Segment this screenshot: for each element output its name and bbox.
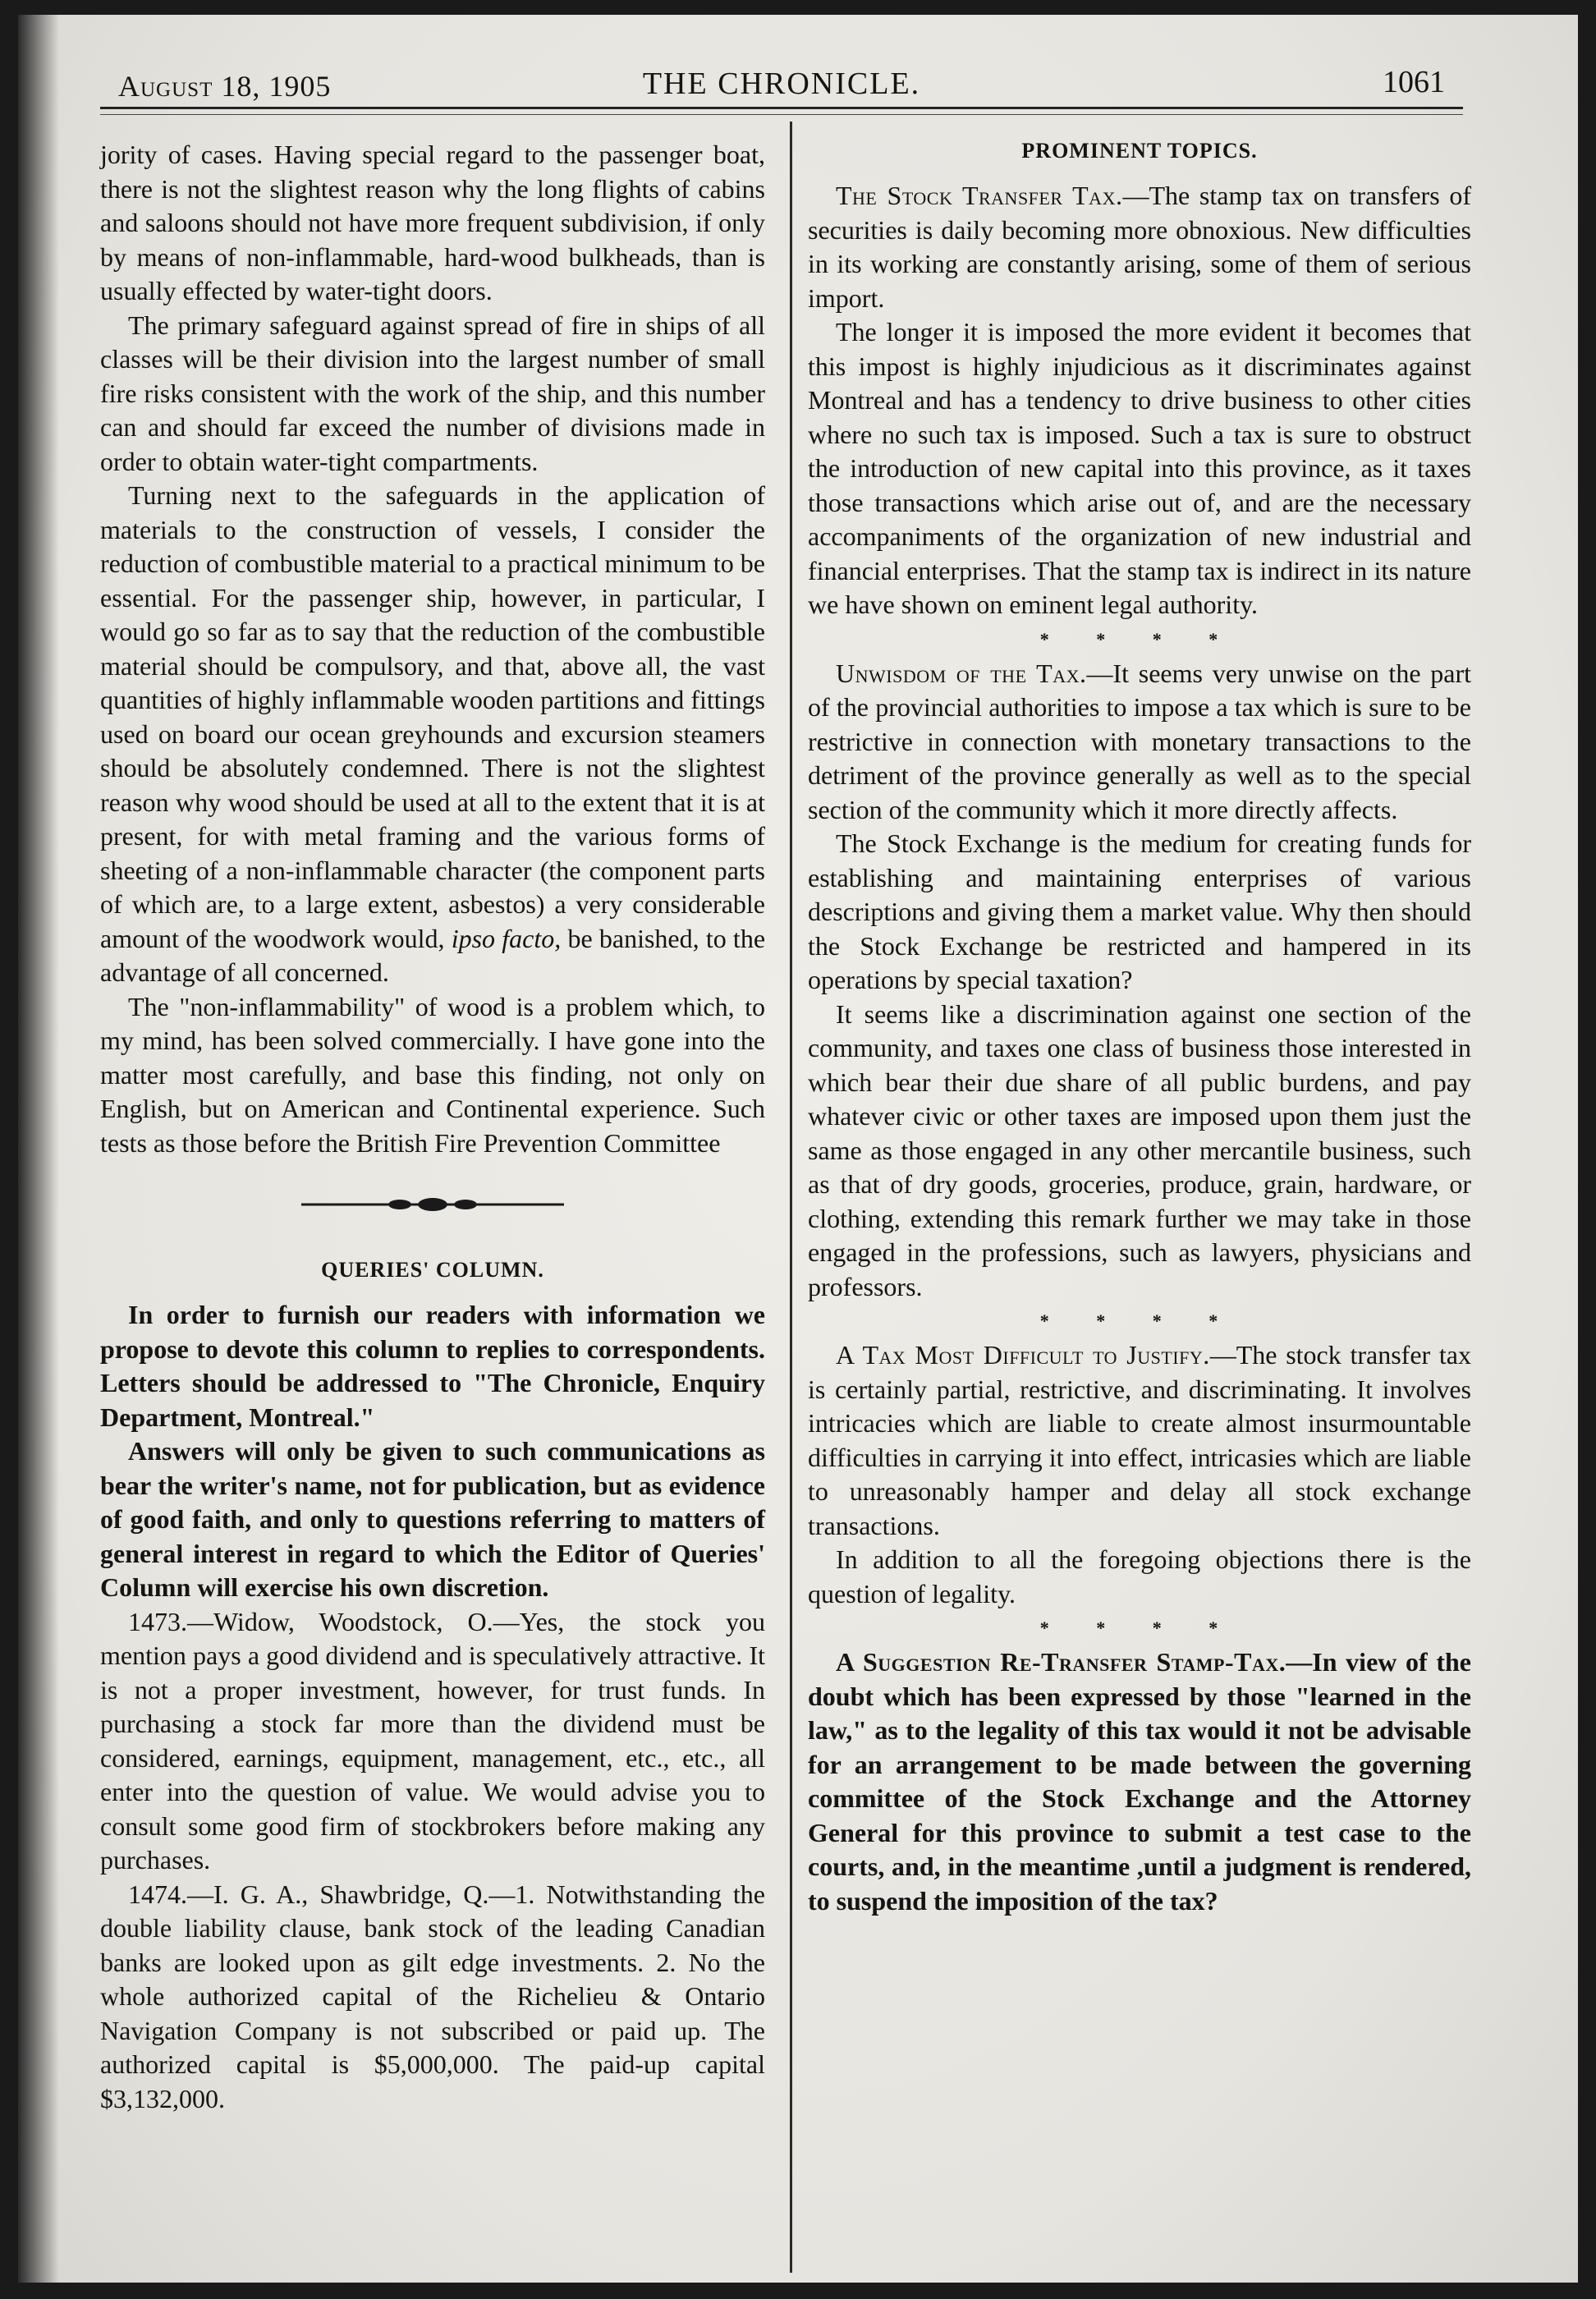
header-title: THE CHRONICLE. (642, 67, 921, 101)
header-date: August 18, 1905 (118, 70, 332, 103)
queries-intro: Answers will only be given to such communications as bear the writer's name, not for publication, but as evidence of good faith, and only to questions referring to matters of general interest in regard to which the Editor of Queries' Column will exercise his own discretion. (100, 1436, 765, 1602)
topic-heading: A Suggestion Re-Transfer Stamp-Tax. (836, 1647, 1286, 1677)
article-paragraph: It seems like a discrimination against one section of the community, and taxes one class of business those interested in which bear their due share of all public burdens, and pay whatever civic or other taxes are imposed upon them just the same as those engaged in any other mercantile business, such as that of dry goods, groceries, produce, grain, hardware, or clothing, extending this remark further we may take in those engaged in the professions, such as lawyers, physicians and professors. (808, 998, 1471, 1301)
page-header (108, 46, 1455, 103)
prominent-topics-title: PROMINENT TOPICS. (1021, 139, 1258, 163)
article-paragraph (808, 1645, 1471, 1918)
queries-column-title: QUERIES' COLUMN. (321, 1258, 544, 1282)
article-text: —In view of the doubt which has been expressed by those "learned in the law," as to the legality of this tax would it not be advisable for an arrangement to be made between the governing committee of the Stock Exchange and the Attorney General for this province to submit a test case to the courts, and, in the meantime ,until a judgment is rendered, to suspend the imposition of the tax? (808, 1647, 1471, 1916)
query-answer: 1473.—Widow, Woodstock, O.—Yes, the stock you mention pays a good dividend and is speculatively attractive. It is not a proper investment, however, for trust funds. In purchasing a stock far more than the dividend must be considered, earnings, equipment, management, etc., etc., all enter into the question of value. We would advise you to consult some good firm of stockbrokers before making any purchases. (100, 1606, 765, 1875)
left-column (100, 138, 765, 2116)
queries-intro: In order to furnish our readers with information we propose to devote this column to replies to correspondents. Letters should be addressed to "The Chronicle, Enquiry Department, Montreal." (100, 1300, 765, 1432)
article-paragraph: jority of cases. Having special regard to the passenger boat, there is not the slightest reason why the long flights of cabins and saloons should not have more frequent subdivision, if only by means of non-inflammable, hard-wood bulkheads, than is usually effected by water-tight doors. (100, 140, 765, 305)
article-text: —The stock transfer tax is certainly partial, restrictive, and discriminating. It involves intricacies which are liable to create almost insurmountable difficulties in carrying it into effect, intricasies which are liable to unreasonably hamper and delay all stock exchange transactions. (808, 1340, 1471, 1540)
article-text: Turning next to the safeguards in the application of materials to the construction of vessels, I consider the reduction of combustible material to a practical minimum to be essential. For the passenger ship, however, in particular, I would go so far as to say that the reduction of the combustible material should be compulsory, and that, above all, the vast quantities of highly inflammable wooden partitions and fittings used on board our ocean greyhounds and excursion steamers should be absolutely condemned. There is not the slightest reason why wood should be used at all to the extent that it is at present, for with metal framing and the various forms of sheeting of a non-inflammable character (the component parts of which are, to a large extent, asbestos) a very considerable amount of the woodwork would, (100, 480, 765, 953)
article-paragraph (808, 179, 1471, 315)
topic-heading: The Stock Transfer Tax. (836, 181, 1123, 210)
article-paragraph: The primary safeguard against spread of fire in ships of all classes will be their division into the largest number of small fire risks consistent with the work of the ship, and this number can and should far exceed the number of divisions made in order to obtain water-tight compartments. (100, 310, 765, 476)
article-paragraph: In addition to all the foregoing objections there is the question of legality. (808, 1544, 1471, 1608)
header-page-number: 1061 (1383, 65, 1445, 99)
article-italic-text: ipso facto, (451, 923, 562, 953)
article-text: —The stamp tax on transfers of securities is daily becoming more obnoxious. New difficulties in its working are constantly arising, some of them of serious import. (808, 181, 1472, 313)
ornament-divider (100, 1160, 765, 1255)
query-answer: 1474.—I. G. A., Shawbridge, Q.—1. Notwithstanding the double liability clause, bank stock of the leading Canadian banks are looked upon as gilt edge investments. 2. No the whole authorized capital of the Richelieu & Ontario Navigation Company is not subscribed or paid up. The authorized capital is $5,000,000. The paid-up capital $3,132,000. (100, 1879, 765, 2113)
topic-heading: A Tax Most Difficult to Justify. (836, 1340, 1210, 1370)
article-paragraph: The longer it is imposed the more evident it becomes that this impost is highly injudicious as it discriminates against Montreal and has a tendency to drive business to other cities where no such tax is imposed. Such a tax is sure to obstruct the introduction of new capital into this province, as it taxes those transactions which arise out of, and are the necessary accompaniments of the organization of new industrial and financial enterprises. That the stamp tax is indirect in its nature we have shown on eminent legal authority. (808, 317, 1471, 619)
ornament-rule-icon (301, 1196, 564, 1213)
section-stars: * * * * (1039, 1618, 1240, 1638)
article-paragraph: The "non-inflammability" of wood is a problem which, to my mind, has been solved commercially. I have gone into the matter most carefully, and base this finding, not only on English, but on American and Continental experience. Such tests as those before the British Fire Prevention Committee (100, 991, 765, 1158)
section-stars: * * * * (1039, 628, 1240, 649)
article-paragraph: The Stock Exchange is the medium for creating funds for establishing and maintaining enterprises of various descriptions and giving them a market value. Why then should the Stock Exchange be restricted and hampered in its operations by special taxation? (808, 828, 1471, 994)
article-paragraph (808, 657, 1471, 828)
section-stars: * * * * (1039, 1310, 1240, 1331)
header-rule (100, 107, 1463, 115)
article-paragraph (100, 479, 765, 990)
right-column (808, 136, 1471, 1918)
topic-heading: Unwisdom of the Tax. (836, 658, 1087, 688)
newspaper-page (18, 15, 1578, 2283)
article-text: —It seems very unwise on the part of the provincial authorities to impose a tax which is sure to be restrictive in connection with monetary transactions to the detriment of the province generally as well as to the special section of the community which it more directly affects. (808, 658, 1472, 824)
article-paragraph (808, 1338, 1471, 1543)
article-text: be banished, to the advantage of all concerned. (100, 923, 766, 987)
column-divider (790, 122, 792, 2273)
